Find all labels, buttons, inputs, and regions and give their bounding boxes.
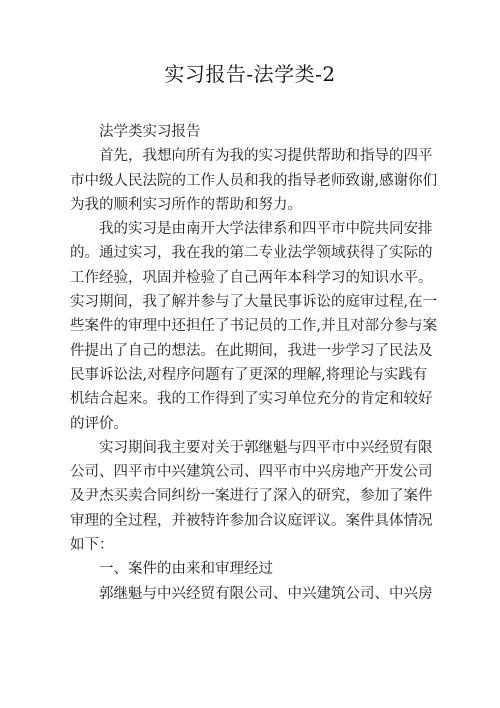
paragraph-line: 机结合起来。我的工作得到了实习单位充分的肯定和较好 (70, 391, 433, 408)
paragraph-line: 的。通过实习，我在我的第二专业法学领域获得了实际的 (70, 245, 433, 262)
paragraph-line: 的评价。 (70, 415, 128, 432)
paragraph-line: 些案件的审理中还担任了书记员的工作,并且对部分参与案 (70, 318, 438, 335)
paragraph-line: 首先，我想向所有为我的实习提供帮助和指导的四平 (99, 148, 433, 165)
paragraph-line: 审理的全过程，并被特许参加合议庭评议。案件具体情况 (70, 512, 433, 529)
paragraph-line: 我的实习是由南开大学法律系和四平市中院共同安排 (99, 221, 433, 238)
paragraph-line: 实习期间，我了解并参与了大量民事诉讼的庭审过程,在一 (70, 294, 438, 311)
paragraph-line: 市中级人民法院的工作人员和我的指导老师致谢,感谢你们 (70, 172, 438, 189)
paragraph-line: 及尹杰买卖合同纠纷一案进行了深入的研究，参加了案件 (70, 488, 433, 505)
paragraph-line: 如下： (70, 537, 114, 554)
document-title: 实习报告-法学类-2 (164, 62, 336, 86)
section-heading: 一、案件的由来和审理经过 (99, 561, 273, 578)
paragraph-line: 郭继魁与中兴经贸有限公司、中兴建筑公司、中兴房 (99, 585, 433, 602)
paragraph-line: 为我的顺利实习所作的帮助和努力。 (70, 196, 302, 213)
section-heading: 法学类实习报告 (99, 124, 201, 140)
paragraph-line: 实习期间我主要对关于郭继魁与四平市中兴经贸有限 (99, 439, 433, 456)
paragraph-line: 工作经验，巩固并检验了自己两年本科学习的知识水平。 (70, 269, 433, 286)
document-body (70, 120, 438, 606)
paragraph-line: 民事诉讼法,对程序问题有了更深的理解,将理论与实践有 (70, 366, 428, 383)
paragraph-line: 件提出了自己的想法。在此期间，我进一步学习了民法及 (70, 342, 433, 359)
paragraph-line: 公司、四平市中兴建筑公司、四平市中兴房地产开发公司 (70, 464, 433, 481)
